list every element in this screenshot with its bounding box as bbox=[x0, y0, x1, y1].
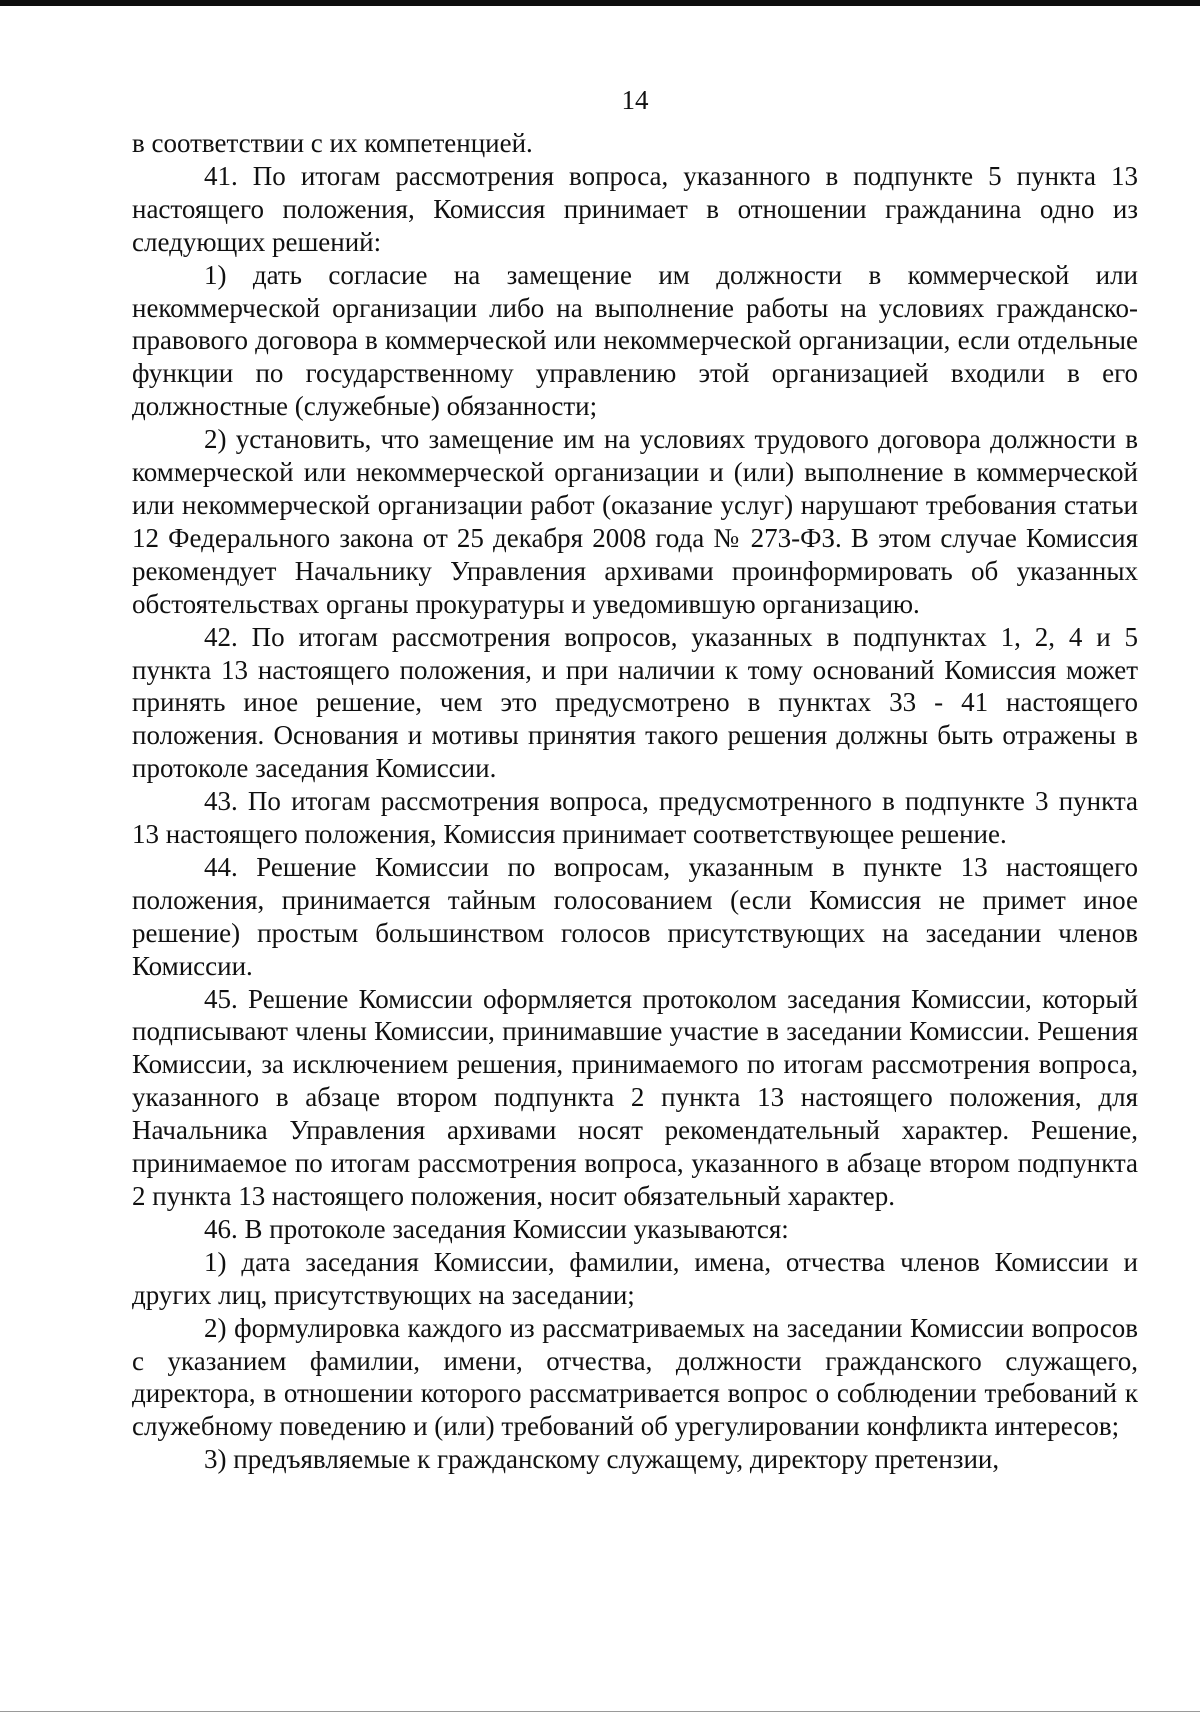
page-number: 14 bbox=[621, 85, 649, 115]
paragraph-item-42: 42. По итогам рассмотрения вопросов, указанных в подпунктах 1, 2, 4 и 5 пункта 13 настоящего положения, и при наличии к тому оснований Комиссия может принять иное решение, чем это предусмотрено в пунктах 33 - 41 настоящего положения. Основания и мотивы принятия такого решения должны быть отражены в протоколе заседания Комиссии. bbox=[132, 621, 1138, 784]
paragraph-item-46-subitem-3: 3) предъявляемые к гражданскому служащему, директору претензии, bbox=[204, 1444, 1000, 1475]
paragraph-item-41-subitem-1: 1) дать согласие на замещение им должности в коммерческой или некоммерческой организации либо на выполнение работы на условиях гражданско-правового договора в коммерческой или некоммерческой организации, если отдельные функции по государственному управлению этой организацией входили в его должностные (служебные) обязанности; bbox=[132, 259, 1138, 422]
paragraph-item-41-subitem-2: 2) установить, что замещение им на условиях трудового договора должности в коммерческой или некоммерческой организации и (или) выполнение в коммерческой или некоммерческой организации работ (оказание услуг) нарушают требования статьи 12 Федерального закона от 25 декабря 2008 года № 273-ФЗ. В этом случае Комиссия рекомендует Начальнику Управления архивами проинформировать об указанных обстоятельствах органы прокуратуры и уведомившую организацию. bbox=[132, 424, 1138, 619]
paragraph-item-44: 44. Решение Комиссии по вопросам, указанным в пункте 13 настоящего положения, принимается тайным голосованием (если Комиссия не примет иное решение) простым большинством голосов присутствующих на заседании членов Комиссии. bbox=[132, 851, 1138, 981]
paragraph-item-46: 46. В протоколе заседания Комиссии указываются: bbox=[204, 1213, 789, 1244]
paragraph-item-46-subitem-1: 1) дата заседания Комиссии, фамилии, имена, отчества членов Комиссии и других лиц, присутствующих на заседании; bbox=[132, 1246, 1138, 1310]
document-body bbox=[132, 127, 1138, 1476]
paragraph-item-43: 43. По итогам рассмотрения вопроса, предусмотренного в подпункте 3 пункта 13 настоящего положения, Комиссия принимает соответствующее решение. bbox=[132, 786, 1138, 850]
scan-bottom-edge bbox=[0, 1711, 1200, 1712]
paragraph-item-45: 45. Решение Комиссии оформляется протоколом заседания Комиссии, который подписывают члены Комиссии, принимавшие участие в заседании Комиссии. Решения Комиссии, за исключением решения, принимаемого по итогам рассмотрения вопроса, указанного в абзаце втором подпункта 2 пункта 13 настоящего положения, для Начальника Управления архивами носят рекомендательный характер. Решение, принимаемое по итогам рассмотрения вопроса, указанного в абзаце втором подпункта 2 пункта 13 настоящего положения, носит обязательный характер. bbox=[132, 983, 1138, 1211]
paragraph-continuation: в соответствии с их компетенцией. bbox=[132, 128, 533, 158]
scan-top-edge bbox=[0, 0, 1200, 6]
paragraph-item-46-subitem-2: 2) формулировка каждого из рассматриваемых на заседании Комиссии вопросов с указанием фамилии, имени, отчества, должности гражданского служащего, директора, в отношении которого рассматривается вопрос о соблюдении требований к служебному поведению и (или) требований об урегулировании конфликта интересов; bbox=[132, 1312, 1138, 1442]
paragraph-item-41: 41. По итогам рассмотрения вопроса, указанного в подпункте 5 пункта 13 настоящего положения, Комиссия принимает в отношении гражданина одно из следующих решений: bbox=[132, 160, 1138, 257]
